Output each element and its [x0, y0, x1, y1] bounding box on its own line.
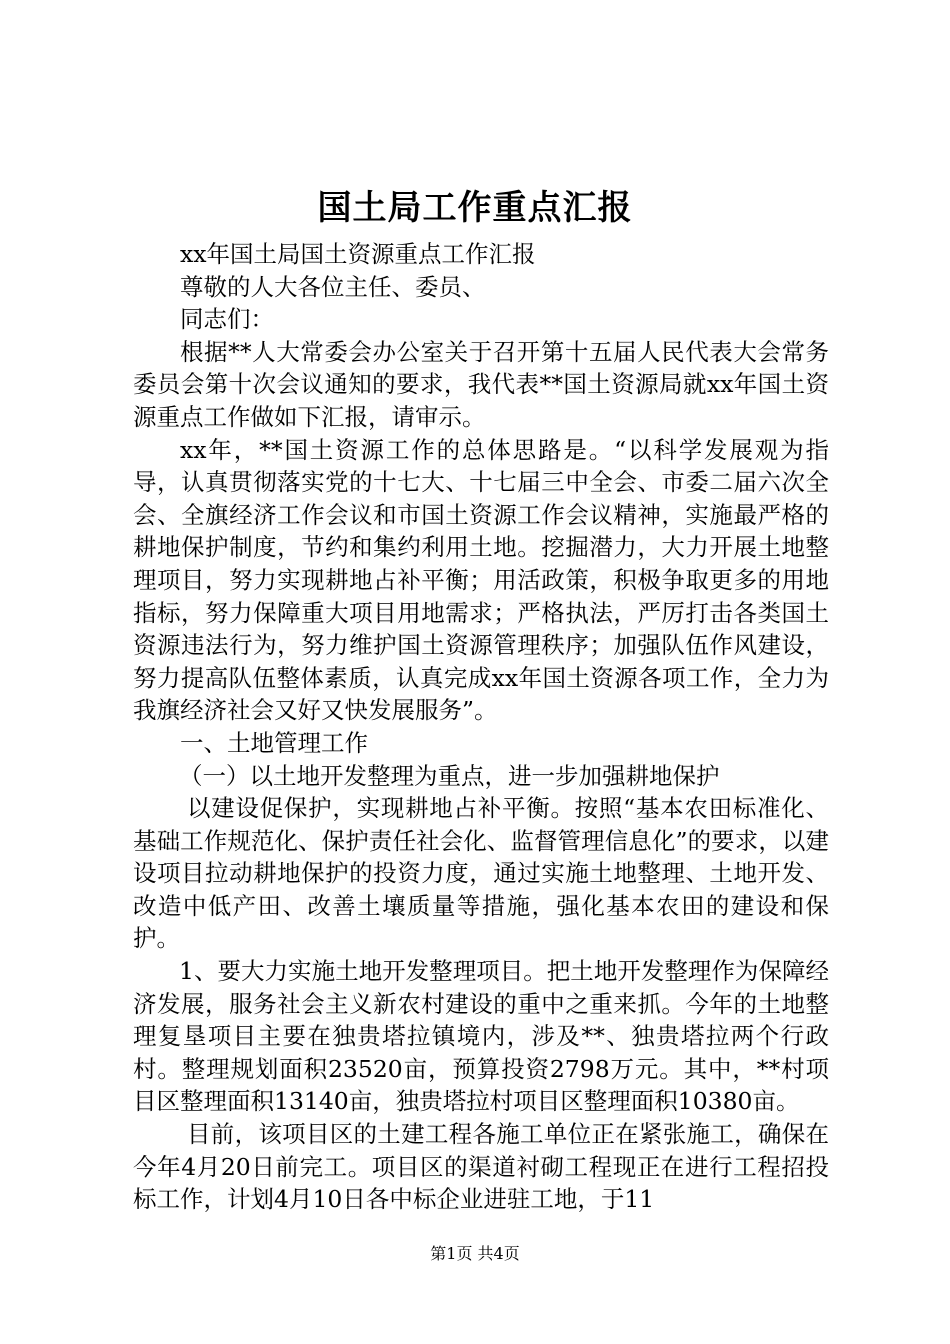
page-number-footer: 第1页 共4页 [430, 1244, 520, 1263]
paragraph-salutation-2: 同志们： [180, 305, 274, 334]
section-heading-land-management: 一、土地管理工作 [180, 728, 368, 757]
subsection-heading-land-development: （一）以土地开发整理为重点，进一步加强耕地保护 [179, 761, 720, 790]
paragraph-overall-plan: xx年，**国土资源工作的总体思路是。“以科学发展观为指导，认真贯彻落实党的十七大、十七届三中全会、市委二届六次全会、全旗经济工作会议和市国土资源工作会议精神，实施最严格的耕地保护制度，节约和集约利用土地。挖掘潜力，大力开展土地整理项目，努力实现耕地占补平衡；用活政策，积极争取更多的用地指标，努力保障重大项目用地需求；严格执法，严厉打击各类国土资源违法行为，努力维护国土资源管理秩序；加强队伍作风建设，努力提高队伍整体素质，认真完成xx年国土资源各项工作，全力为我旗经济社会又好又快发展服务”。 [133, 435, 829, 725]
paragraph-farmland-protection: 以建设促保护，实现耕地占补平衡。按照“基本农田标准化、基础工作规范化、保护责任社会化、监督管理信息化”的要求，以建设项目拉动耕地保护的投资力度，通过实施土地整理、土地开发、改造中低产田、改善土壤质量等措施，强化基本农田的建设和保护。 [133, 794, 829, 953]
document-title: 国土局工作重点汇报 [317, 188, 633, 228]
paragraph-subtitle: xx年国土局国土资源重点工作汇报 [180, 240, 536, 268]
paragraph-item-1: 1、要大力实施土地开发整理项目。把土地开发整理作为保障经济发展，服务社会主义新农村建设的重中之重来抓。今年的土地整理复垦项目主要在独贵塔拉镇境内，涉及**、独贵塔拉两个行政村。整理规划面积23520亩，预算投资2798万元。其中，**村项目区整理面积13140亩，独贵塔拉村项目区整理面积10380亩。 [133, 957, 829, 1116]
paragraph-salutation: 尊敬的人大各位主任、委员、 [180, 272, 486, 301]
document-body [133, 238, 829, 1216]
paragraph-intro: 根据**人大常委会办公室关于召开第十五届人民代表大会常务委员会第十次会议通知的要求，我代表**国土资源局就xx年国土资源重点工作做如下汇报，请审示。 [133, 337, 829, 431]
paragraph-current-progress: 目前，该项目区的土建工程各施工单位正在紧张施工，确保在今年4月20日前完工。项目区的渠道衬砌工程现正在进行工程招投标工作，计划4月10日各中标企业进驻工地，于11 [133, 1120, 829, 1214]
